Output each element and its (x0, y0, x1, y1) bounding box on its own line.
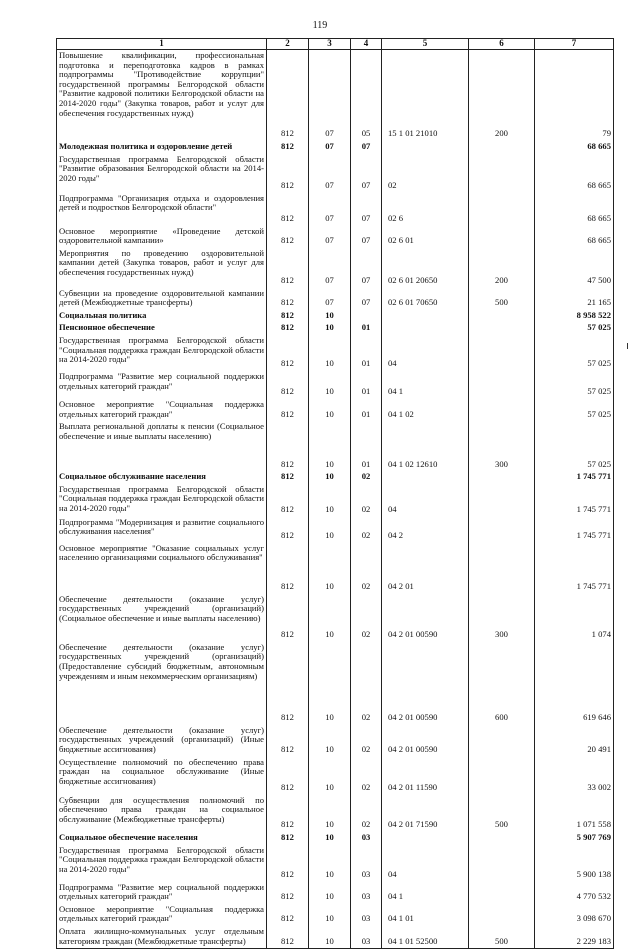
row-amount: 1 745 771 (535, 484, 614, 517)
row-pr-code: 07 (351, 248, 382, 288)
row-name: Социальная политика (57, 310, 267, 323)
table-row (57, 725, 614, 757)
table-row (57, 288, 614, 310)
row-rz-code: 10 (309, 399, 351, 421)
row-rz-code: 07 (309, 154, 351, 193)
row-pr-code: 02 (351, 517, 382, 543)
table-row (57, 371, 614, 399)
row-rz-code: 10 (309, 795, 351, 832)
row-amount: 57 025 (535, 322, 614, 335)
row-pr-code: 01 (351, 322, 382, 335)
column-header: 7 (535, 39, 614, 50)
row-name: Обеспечение деятельности (оказание услуг) государственных учреждений (организаций) (Иные бюджетные ассигнования) (57, 725, 267, 757)
row-rz-code: 10 (309, 904, 351, 926)
row-rz-code: 10 (309, 310, 351, 323)
row-name: Государственная программа Белгородской области "Социальная поддержка граждан Белгородской области на 2014-2020 годы" (57, 335, 267, 371)
row-gr-code: 812 (267, 484, 309, 517)
row-gr-code: 812 (267, 725, 309, 757)
row-csr-code (382, 141, 469, 154)
row-csr-code: 04 (382, 335, 469, 371)
row-amount: 57 025 (535, 421, 614, 471)
row-vr-code (469, 882, 535, 904)
row-name: Подпрограмма "Организация отдыха и оздоровления детей и подростков Белгородской области" (57, 193, 267, 226)
row-name: Подпрограмма "Развитие мер социальной поддержки отдельных категорий граждан" (57, 371, 267, 399)
row-csr-code: 04 1 (382, 882, 469, 904)
row-pr-code: 02 (351, 484, 382, 517)
table-row (57, 310, 614, 323)
row-name: Осуществление полномочий по обеспечению права граждан на социальное обслуживание (Иные бюджетные ассигнования) (57, 757, 267, 795)
row-gr-code: 812 (267, 50, 309, 141)
row-gr-code: 812 (267, 288, 309, 310)
row-pr-code: 07 (351, 141, 382, 154)
row-gr-code: 812 (267, 226, 309, 248)
row-vr-code (469, 226, 535, 248)
row-name: Субвенции на проведение оздоровительной кампании детей (Межбюджетные трансферты) (57, 288, 267, 310)
row-gr-code: 812 (267, 310, 309, 323)
row-gr-code: 812 (267, 543, 309, 594)
row-vr-code (469, 154, 535, 193)
row-vr-code: 300 (469, 421, 535, 471)
row-rz-code: 10 (309, 832, 351, 845)
row-csr-code: 02 6 (382, 193, 469, 226)
row-csr-code: 04 1 01 52500 (382, 926, 469, 949)
row-rz-code: 10 (309, 484, 351, 517)
row-vr-code (469, 322, 535, 335)
row-gr-code: 812 (267, 904, 309, 926)
row-amount: 21 165 (535, 288, 614, 310)
row-pr-code (351, 310, 382, 323)
row-gr-code: 812 (267, 371, 309, 399)
table-row (57, 50, 614, 141)
row-vr-code (469, 335, 535, 371)
row-pr-code: 01 (351, 399, 382, 421)
table-row (57, 832, 614, 845)
row-gr-code: 812 (267, 335, 309, 371)
row-rz-code: 10 (309, 543, 351, 594)
row-csr-code: 15 1 01 21010 (382, 50, 469, 141)
row-pr-code: 02 (351, 642, 382, 725)
row-gr-code: 812 (267, 757, 309, 795)
row-csr-code (382, 322, 469, 335)
row-amount: 79 (535, 50, 614, 141)
row-csr-code: 04 (382, 484, 469, 517)
table-row (57, 926, 614, 949)
row-csr-code: 04 2 01 71590 (382, 795, 469, 832)
row-gr-code: 812 (267, 471, 309, 484)
row-name: Основное мероприятие "Социальная поддержка отдельных категорий граждан" (57, 904, 267, 926)
column-header: 5 (382, 39, 469, 50)
row-rz-code: 10 (309, 642, 351, 725)
table-row (57, 335, 614, 371)
row-pr-code: 02 (351, 594, 382, 642)
row-vr-code: 300 (469, 594, 535, 642)
row-amount: 2 229 183 (535, 926, 614, 949)
row-rz-code: 07 (309, 141, 351, 154)
row-amount: 68 665 (535, 193, 614, 226)
table-row (57, 141, 614, 154)
row-amount: 5 907 769 (535, 832, 614, 845)
row-pr-code: 02 (351, 725, 382, 757)
row-rz-code: 10 (309, 594, 351, 642)
row-gr-code: 812 (267, 832, 309, 845)
row-rz-code: 10 (309, 517, 351, 543)
table-row (57, 845, 614, 882)
page-number: 119 (312, 20, 328, 31)
row-rz-code: 07 (309, 193, 351, 226)
row-amount: 1 074 (535, 594, 614, 642)
row-vr-code: 200 (469, 50, 535, 141)
row-vr-code (469, 141, 535, 154)
row-amount: 1 745 771 (535, 543, 614, 594)
row-vr-code (469, 310, 535, 323)
row-pr-code: 03 (351, 832, 382, 845)
row-amount: 68 665 (535, 154, 614, 193)
row-name: Выплата региональной доплаты к пенсии (Социальное обеспечение и иные выплаты населению) (57, 421, 267, 471)
row-name: Подпрограмма "Развитие мер социальной поддержки отдельных категорий граждан" (57, 882, 267, 904)
row-csr-code: 04 1 (382, 371, 469, 399)
row-pr-code: 03 (351, 904, 382, 926)
table-row (57, 757, 614, 795)
table-row (57, 484, 614, 517)
row-vr-code (469, 725, 535, 757)
table-row (57, 471, 614, 484)
table-row (57, 904, 614, 926)
column-header: 4 (351, 39, 382, 50)
row-rz-code: 10 (309, 725, 351, 757)
row-amount: 1 745 771 (535, 471, 614, 484)
row-pr-code: 01 (351, 335, 382, 371)
row-csr-code: 04 2 01 00590 (382, 594, 469, 642)
row-name: Государственная программа Белгородской области "Развитие образования Белгородской области на 2014-2020 годы" (57, 154, 267, 193)
row-pr-code: 07 (351, 288, 382, 310)
row-vr-code (469, 471, 535, 484)
row-gr-code: 812 (267, 795, 309, 832)
row-gr-code: 812 (267, 193, 309, 226)
column-header: 6 (469, 39, 535, 50)
row-gr-code: 812 (267, 517, 309, 543)
row-name: Обеспечение деятельности (оказание услуг) государственных учреждений (организаций) (Социальное обеспечение и иные выплаты населению) (57, 594, 267, 642)
row-name: Мероприятия по проведению оздоровительной кампании детей (Закупка товаров, работ и услуг для обеспечения государственных нужд) (57, 248, 267, 288)
row-vr-code (469, 845, 535, 882)
row-amount: 20 491 (535, 725, 614, 757)
row-csr-code: 02 (382, 154, 469, 193)
row-vr-code: 200 (469, 248, 535, 288)
row-vr-code (469, 832, 535, 845)
row-rz-code: 10 (309, 882, 351, 904)
row-name: Государственная программа Белгородской области "Социальная поддержка граждан Белгородской области на 2014-2020 годы" (57, 484, 267, 517)
table-body (57, 50, 614, 949)
row-pr-code: 02 (351, 543, 382, 594)
row-csr-code: 04 1 02 12610 (382, 421, 469, 471)
row-pr-code: 02 (351, 471, 382, 484)
row-pr-code: 01 (351, 421, 382, 471)
row-gr-code: 812 (267, 421, 309, 471)
row-pr-code: 02 (351, 795, 382, 832)
row-amount: 57 025 (535, 335, 614, 371)
table-row (57, 322, 614, 335)
row-gr-code: 812 (267, 594, 309, 642)
row-csr-code: 02 6 01 (382, 226, 469, 248)
row-pr-code: 07 (351, 226, 382, 248)
row-pr-code: 07 (351, 193, 382, 226)
row-name: Молодежная политика и оздоровление детей (57, 141, 267, 154)
row-gr-code: 812 (267, 882, 309, 904)
row-pr-code: 05 (351, 50, 382, 141)
table-row (57, 154, 614, 193)
row-rz-code: 10 (309, 335, 351, 371)
row-name: Обеспечение деятельности (оказание услуг) государственных учреждений (организаций) (Предоставление субсидий бюджетным, автономным учреждениям и иным некоммерческим организациям) (57, 642, 267, 725)
row-vr-code: 500 (469, 288, 535, 310)
column-header: 3 (309, 39, 351, 50)
row-vr-code (469, 543, 535, 594)
table-row (57, 399, 614, 421)
row-gr-code: 812 (267, 399, 309, 421)
row-amount: 1 071 558 (535, 795, 614, 832)
row-amount: 57 025 (535, 399, 614, 421)
row-csr-code: 02 6 01 70650 (382, 288, 469, 310)
row-rz-code: 10 (309, 471, 351, 484)
row-rz-code: 07 (309, 288, 351, 310)
row-name: Пенсионное обеспечение (57, 322, 267, 335)
row-csr-code: 04 2 01 00590 (382, 725, 469, 757)
row-amount: 68 665 (535, 226, 614, 248)
row-csr-code: 04 1 02 (382, 399, 469, 421)
row-rz-code: 10 (309, 757, 351, 795)
row-gr-code: 812 (267, 154, 309, 193)
row-vr-code (469, 193, 535, 226)
table-row (57, 795, 614, 832)
row-name: Подпрограмма "Модернизация и развитие социального обслуживания населения" (57, 517, 267, 543)
row-pr-code: 03 (351, 926, 382, 949)
row-csr-code (382, 832, 469, 845)
row-name: Основное мероприятие "Оказание социальных услуг населению организациями социального обслуживания" (57, 543, 267, 594)
column-header: 1 (57, 39, 267, 50)
row-vr-code: 500 (469, 926, 535, 949)
row-gr-code: 812 (267, 322, 309, 335)
row-pr-code: 03 (351, 882, 382, 904)
row-vr-code: 600 (469, 642, 535, 725)
row-name: Субвенции для осуществления полномочий по обеспечению права граждан на социальное обслуживание (Межбюджетные трансферты) (57, 795, 267, 832)
row-amount: 8 958 522 (535, 310, 614, 323)
row-vr-code (469, 399, 535, 421)
table-row (57, 421, 614, 471)
row-vr-code (469, 371, 535, 399)
table-row (57, 226, 614, 248)
row-rz-code: 10 (309, 322, 351, 335)
row-rz-code: 10 (309, 926, 351, 949)
row-gr-code: 812 (267, 642, 309, 725)
row-vr-code (469, 904, 535, 926)
header-row (57, 39, 614, 50)
row-rz-code: 07 (309, 50, 351, 141)
row-amount: 33 002 (535, 757, 614, 795)
table-row (57, 642, 614, 725)
row-name: Оплата жилищно-коммунальных услуг отдельным категориям граждан (Межбюджетные трансферты) (57, 926, 267, 949)
row-csr-code: 04 1 01 (382, 904, 469, 926)
row-pr-code: 02 (351, 757, 382, 795)
row-csr-code: 04 2 01 (382, 543, 469, 594)
row-vr-code (469, 757, 535, 795)
budget-table (56, 38, 614, 949)
row-csr-code: 04 (382, 845, 469, 882)
row-rz-code: 10 (309, 421, 351, 471)
row-name: Основное мероприятие «Проведение детской оздоровительной кампании» (57, 226, 267, 248)
row-amount: 5 900 138 (535, 845, 614, 882)
row-rz-code: 10 (309, 371, 351, 399)
table-row (57, 882, 614, 904)
row-vr-code (469, 484, 535, 517)
row-csr-code: 04 2 01 11590 (382, 757, 469, 795)
row-csr-code: 02 6 01 20650 (382, 248, 469, 288)
row-pr-code: 07 (351, 154, 382, 193)
row-amount: 4 770 532 (535, 882, 614, 904)
table-row (57, 517, 614, 543)
table-row (57, 543, 614, 594)
row-name: Государственная программа Белгородской области "Социальная поддержка граждан Белгородской области на 2014-2020 годы" (57, 845, 267, 882)
row-name: Основное мероприятие "Социальная поддержка отдельных категорий граждан" (57, 399, 267, 421)
row-csr-code (382, 310, 469, 323)
row-gr-code: 812 (267, 248, 309, 288)
row-csr-code: 04 2 01 00590 (382, 642, 469, 725)
column-header: 2 (267, 39, 309, 50)
row-name: Социальное обеспечение населения (57, 832, 267, 845)
row-vr-code: 500 (469, 795, 535, 832)
row-amount: 3 098 670 (535, 904, 614, 926)
edge-mark (627, 343, 628, 349)
row-amount: 68 665 (535, 141, 614, 154)
table-row (57, 248, 614, 288)
row-rz-code: 10 (309, 845, 351, 882)
row-gr-code: 812 (267, 845, 309, 882)
row-csr-code (382, 471, 469, 484)
row-name: Социальное обслуживание населения (57, 471, 267, 484)
row-name: Повышение квалификации, профессиональная подготовка и переподготовка кадров в рамках подпрограммы "Противодействие коррупции" государственной программы Белгородской области "Развитие кадровой политики Белгородской области на 2014-2020 годы" (Закупка товаров, работ и услуг для обеспечения государственных нужд) (57, 50, 267, 141)
row-rz-code: 07 (309, 248, 351, 288)
row-amount: 619 646 (535, 642, 614, 725)
row-pr-code: 01 (351, 371, 382, 399)
row-rz-code: 07 (309, 226, 351, 248)
row-amount: 47 500 (535, 248, 614, 288)
row-vr-code (469, 517, 535, 543)
row-amount: 57 025 (535, 371, 614, 399)
row-csr-code: 04 2 (382, 517, 469, 543)
row-amount: 1 745 771 (535, 517, 614, 543)
row-pr-code: 03 (351, 845, 382, 882)
row-gr-code: 812 (267, 926, 309, 949)
row-gr-code: 812 (267, 141, 309, 154)
table-row (57, 594, 614, 642)
table-row (57, 193, 614, 226)
